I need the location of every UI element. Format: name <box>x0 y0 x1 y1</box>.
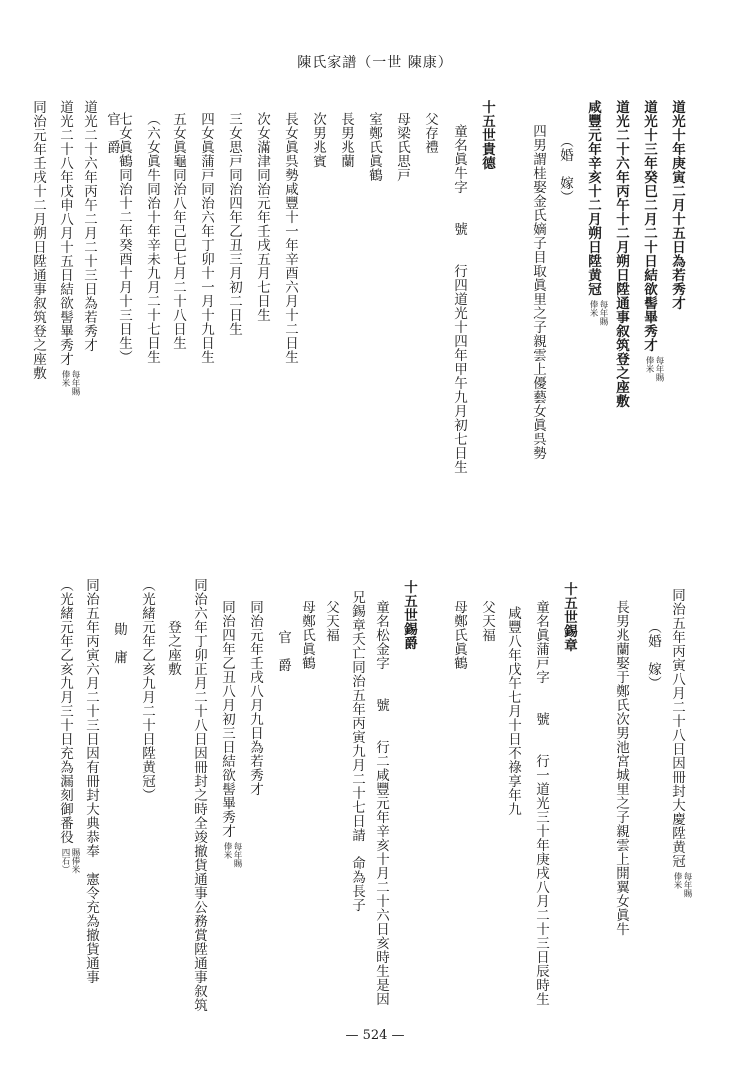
column-text: （婚 嫁） <box>645 620 661 690</box>
column-text: 十五世錫章 <box>561 582 577 652</box>
column-text: 次男兆賓 <box>310 112 326 168</box>
column-text: 道光二十六年丙午二月二十三日為若秀才 <box>81 100 97 352</box>
stipend-note: 每年賜 俸米 <box>588 300 608 326</box>
column-text: 父天福 <box>323 600 339 642</box>
column-text: 十五世貴德 <box>479 100 495 170</box>
column-text: 同治四年乙丑八月初三日結欲髻畢秀才 <box>219 600 235 838</box>
column-text: （光緒元年乙亥九月二十日陞黄冠） <box>139 578 155 802</box>
column-text: 母鄭氏眞鶴 <box>299 600 315 670</box>
column-text: 同治五年丙寅六月二十三日因有冊封大典恭奉 憲令充為撤貨通事 <box>83 578 99 984</box>
top-text-column <box>197 112 214 364</box>
column-text: 長女眞呉勢咸豐十一年辛酉六月十二日生 <box>282 112 298 364</box>
column-text: 次女滿津同治元年壬戌五月七日生 <box>254 112 270 322</box>
bottom-text-column <box>348 590 365 912</box>
column-text: 同治五年丙寅八月二十八日因冊封大慶陞黄冠 <box>669 588 685 868</box>
column-text: 四女眞蒲戸同治六年丁卯十一月十九日生 <box>198 112 214 364</box>
stipend-note: 每年賜 俸米 <box>222 842 242 868</box>
top-text-column <box>169 112 186 350</box>
top-text-column <box>668 100 685 310</box>
column-text: 道光二十六年丙午十二月朔日陞通事叙筑登之座敷 <box>613 100 629 408</box>
bottom-text-column <box>612 600 629 936</box>
column-text: 四男謂桂娶金氏嫡子目取眞里之子親雲上優藝女眞呉勢 <box>530 124 546 460</box>
top-text-column <box>80 100 97 352</box>
top-text-column <box>612 100 629 408</box>
stipend-note: 每年賜 俸米 <box>644 356 664 382</box>
top-text-column <box>309 112 326 168</box>
bottom-text-column <box>218 600 242 868</box>
column-text: 父存禮 <box>422 112 438 154</box>
bottom-text-column <box>110 622 127 664</box>
column-text: 同治元年壬戌十二月朔日陞通事叙筑登之座敷 <box>30 100 46 380</box>
column-text: 官 爵 <box>104 112 120 154</box>
column-text: 童名眞牛字 號 行四道光十四年甲午九月初七日生 <box>451 124 467 474</box>
column-text: 道光十三年癸巳二月二十日結欲髻畢秀才 <box>641 100 657 352</box>
bottom-text-column <box>372 600 389 1006</box>
column-text: 母鄭氏眞鶴 <box>451 600 467 670</box>
top-text-column <box>143 112 160 364</box>
bottom-text-column <box>560 582 577 652</box>
bottom-text-column <box>164 620 181 676</box>
bottom-text-column <box>56 578 80 874</box>
column-text: 道光二十八年戊申八月十五日結欲髻畢秀才 <box>57 100 73 366</box>
bottom-text-column <box>298 600 315 670</box>
top-text-column <box>103 112 120 154</box>
bottom-text-column <box>644 620 661 690</box>
bottom-text-column <box>138 578 155 802</box>
bottom-text-column <box>532 600 549 1006</box>
column-text: 父天福 <box>479 600 495 642</box>
column-text: 咸豐元年辛亥十二月朔日陞黄冠 <box>585 100 601 296</box>
bottom-text-column <box>400 580 417 650</box>
top-text-column <box>253 112 270 322</box>
bottom-text-column <box>478 600 495 642</box>
bottom-text-column <box>450 600 467 670</box>
column-text: 登之座敷 <box>165 620 181 676</box>
top-text-column <box>225 112 242 336</box>
column-text: 同治元年壬戌八月九日為若秀才 <box>247 600 263 796</box>
top-text-column <box>450 124 467 474</box>
top-text-column <box>556 134 573 204</box>
top-text-column <box>584 100 608 326</box>
page-number: — 524 — <box>345 1028 405 1043</box>
top-text-column <box>393 112 410 182</box>
top-text-column <box>56 100 80 396</box>
bottom-text-column <box>322 600 339 642</box>
bottom-text-column <box>668 588 692 898</box>
stipend-note: 賜俸米 四石） <box>60 848 80 874</box>
top-text-column <box>337 112 354 168</box>
column-text: 三女思戸同治四年乙丑三月初二日生 <box>226 112 242 336</box>
column-text: （六女眞牛同治十年辛未九月二十七日生 <box>144 112 160 364</box>
column-text: 十五世錫爵 <box>401 580 417 650</box>
top-text-column <box>281 112 298 364</box>
column-text: 勛 庸 <box>111 622 127 664</box>
column-text: 官 爵 <box>275 630 291 672</box>
bottom-text-column <box>504 606 521 816</box>
bottom-text-column <box>274 630 291 672</box>
column-text: 母梁氏思戸 <box>394 112 410 182</box>
column-text: 五女眞龜同治八年己巳七月二十八日生 <box>170 112 186 350</box>
column-text: 同治六年丁卯正月二十八日因冊封之時全竣撤貨通事公務賞陞通事叙筑 <box>191 578 207 1012</box>
top-text-column <box>640 100 664 382</box>
top-text-column <box>365 112 382 182</box>
stipend-note: 每年賜 俸米 <box>60 370 80 396</box>
column-text: 童名眞蒲戸字 號 行一道光三十年庚戌八月二十三日辰時生 <box>533 600 549 1006</box>
top-text-column <box>421 112 438 154</box>
bottom-text-column <box>82 578 99 984</box>
top-text-column <box>29 100 46 380</box>
bottom-text-column <box>246 600 263 796</box>
top-text-column <box>478 100 495 170</box>
column-text: （婚 嫁） <box>557 134 573 204</box>
column-text: 咸豐八年戊午七月十日不祿享年九 <box>505 606 521 816</box>
column-text: 七女眞鶴同治十二年癸酉十月十三日生） <box>116 112 132 364</box>
top-text-column <box>529 124 546 460</box>
stipend-note: 每年賜 俸米 <box>672 872 692 898</box>
column-text: 道光十年庚寅二月十五日為若秀才 <box>669 100 685 310</box>
column-text: 兄錫章夭亡同治五年丙寅九月二十七日請 命為長子 <box>349 590 365 912</box>
bottom-text-column <box>190 578 207 1012</box>
page-header: 陳氏家譜（一世 陳康） <box>297 55 453 71</box>
column-text: 長男兆蘭 <box>338 112 354 168</box>
column-text: （光緒元年乙亥九月三十日充為漏刻御番役 <box>57 578 73 844</box>
column-text: 室鄭氏眞鶴 <box>366 112 382 182</box>
column-text: 長男兆蘭娶于鄭氏次男池宮城里之子親雲上開翼女眞牛 <box>613 600 629 936</box>
column-text: 童名松金字 號 行二咸豐元年辛亥十月二十六日亥時生是因 <box>373 600 389 1006</box>
